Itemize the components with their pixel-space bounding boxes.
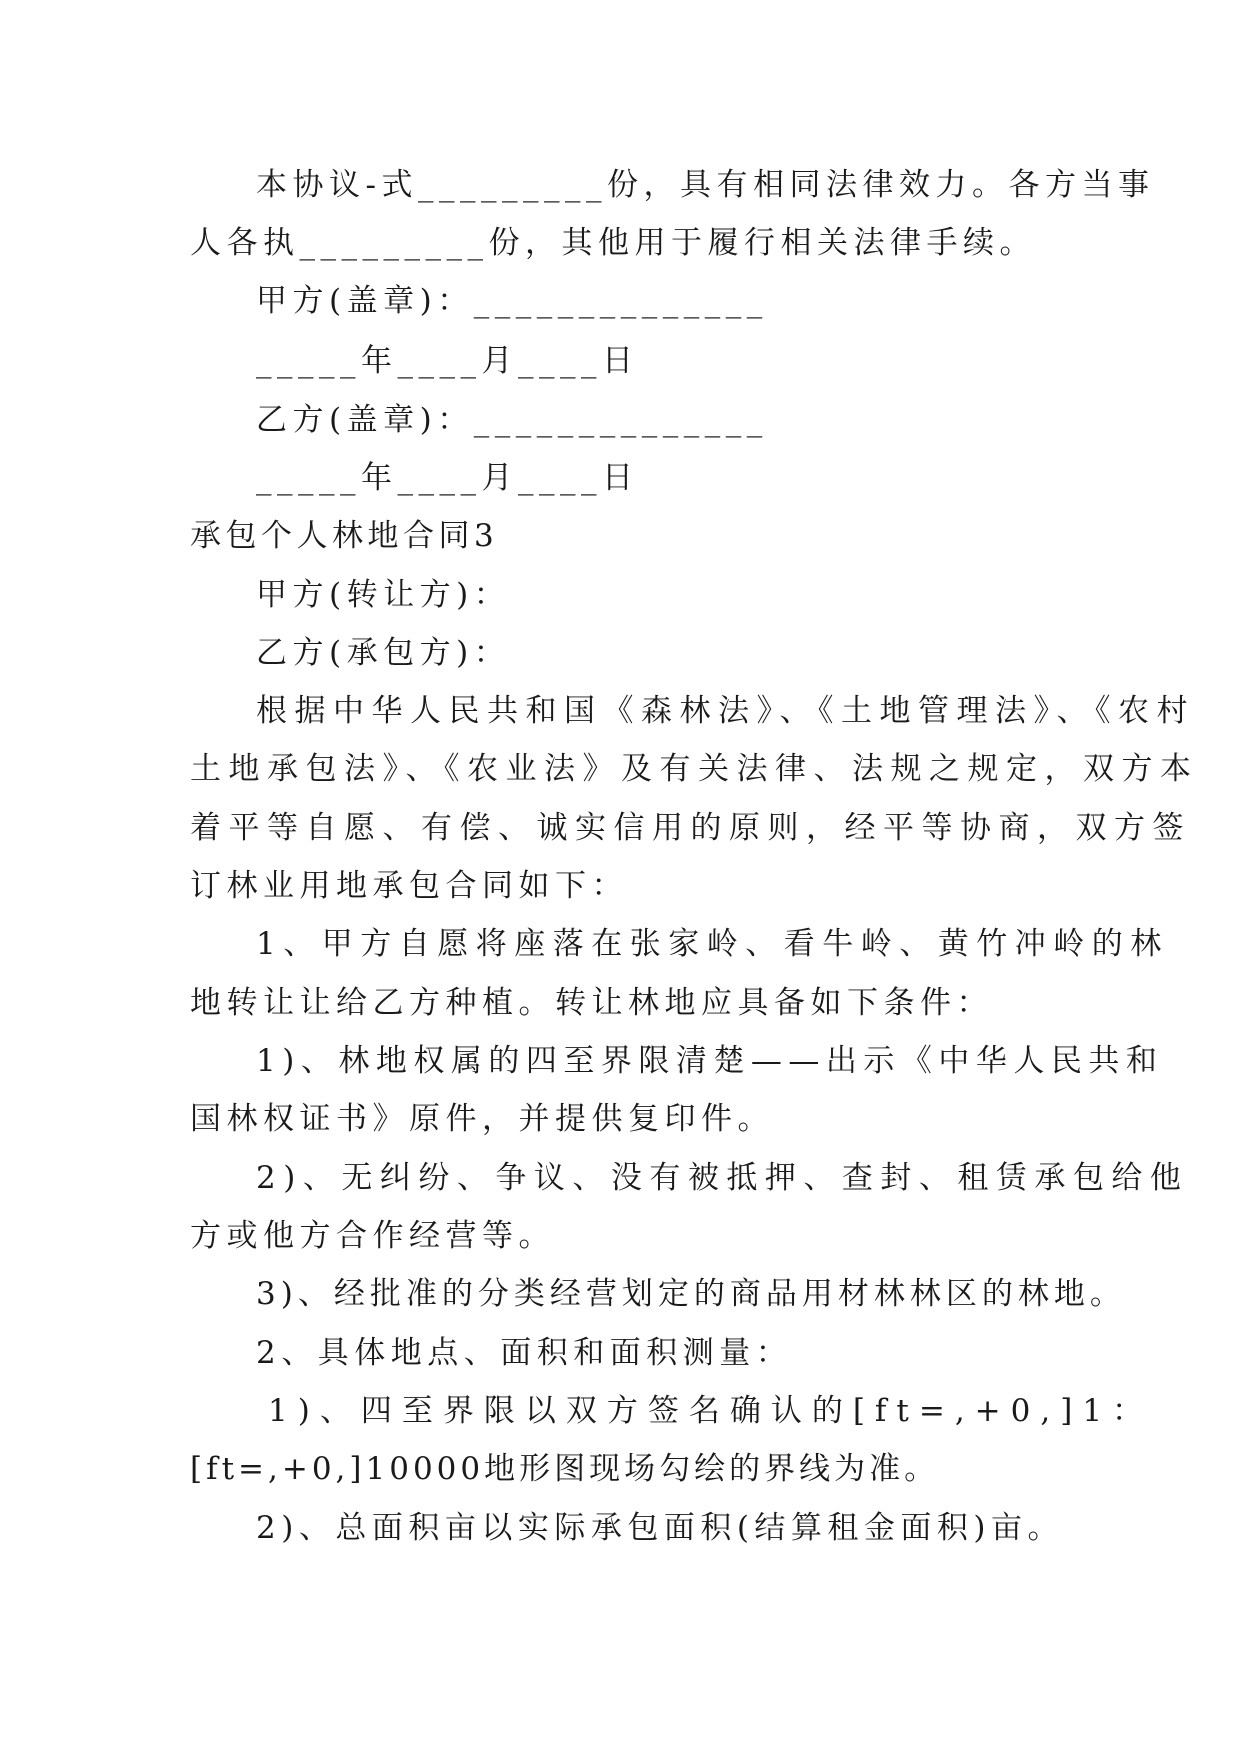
party-b-date-line: _____年____月____日: [256, 460, 639, 496]
party-b-contractor: 乙方(承包方)：: [256, 635, 511, 671]
section-title: 承包个人林地合同3: [190, 518, 499, 554]
clause-2-heading: 2、具体地点、面积和面积测量：: [256, 1335, 793, 1371]
party-a-transferor: 甲方(转让方)：: [256, 577, 511, 613]
para-basis-line-4: 订林业用地承包合同如下：: [190, 868, 628, 904]
party-a-date-line: _____年____月____日: [256, 343, 639, 379]
clause-1-line-1: 1、甲方自愿将座落在张家岭、看牛岭、黄竹冲岭的林: [256, 926, 1169, 962]
party-a-seal-line: 甲方(盖章)：______________: [256, 283, 768, 319]
clause-1-line-2: 地转让让给乙方种植。转让林地应具备如下条件：: [190, 985, 993, 1021]
clause-2-1-line-2: [ft=,+0,]10000地形图现场勾绘的界线为准。: [190, 1451, 940, 1487]
para-basis-line-2: 土地承包法》、《农业法》及有关法律、法规之规定，双方本: [190, 751, 1199, 787]
para-copies-line-2: 人各执_________份，其他用于履行相关法律手续。: [190, 225, 1036, 261]
clause-2-2: 2)、总面积亩以实际承包面积(结算租金面积)亩。: [256, 1510, 1065, 1546]
clause-1-2-line-2: 方或他方合作经营等。: [190, 1218, 555, 1254]
para-basis-line-3: 着平等自愿、有偿、诚实信用的原则，经平等协商，双方签: [190, 810, 1191, 846]
clause-2-1-line-1: 1)、四至界限以双方签名确认的[ft=,+0,]1：: [268, 1393, 1154, 1429]
clause-1-1-line-2: 国林权证书》原件，并提供复印件。: [190, 1101, 774, 1137]
para-copies-line-1: 本协议-式_________份，具有相同法律效力。各方当事: [256, 167, 1155, 203]
para-basis-line-1: 根据中华人民共和国《森林法》、《土地管理法》、《农村: [256, 693, 1195, 729]
clause-1-3: 3)、经批准的分类经营划定的商品用材林林区的林地。: [256, 1276, 1126, 1312]
clause-1-1-line-1: 1)、林地权属的四至界限清楚——出示《中华人民共和: [256, 1043, 1164, 1079]
party-b-seal-line: 乙方(盖章)：______________: [256, 402, 768, 438]
clause-1-2-line-1: 2)、无纠纷、争议、没有被抵押、查封、租赁承包给他: [256, 1160, 1189, 1196]
